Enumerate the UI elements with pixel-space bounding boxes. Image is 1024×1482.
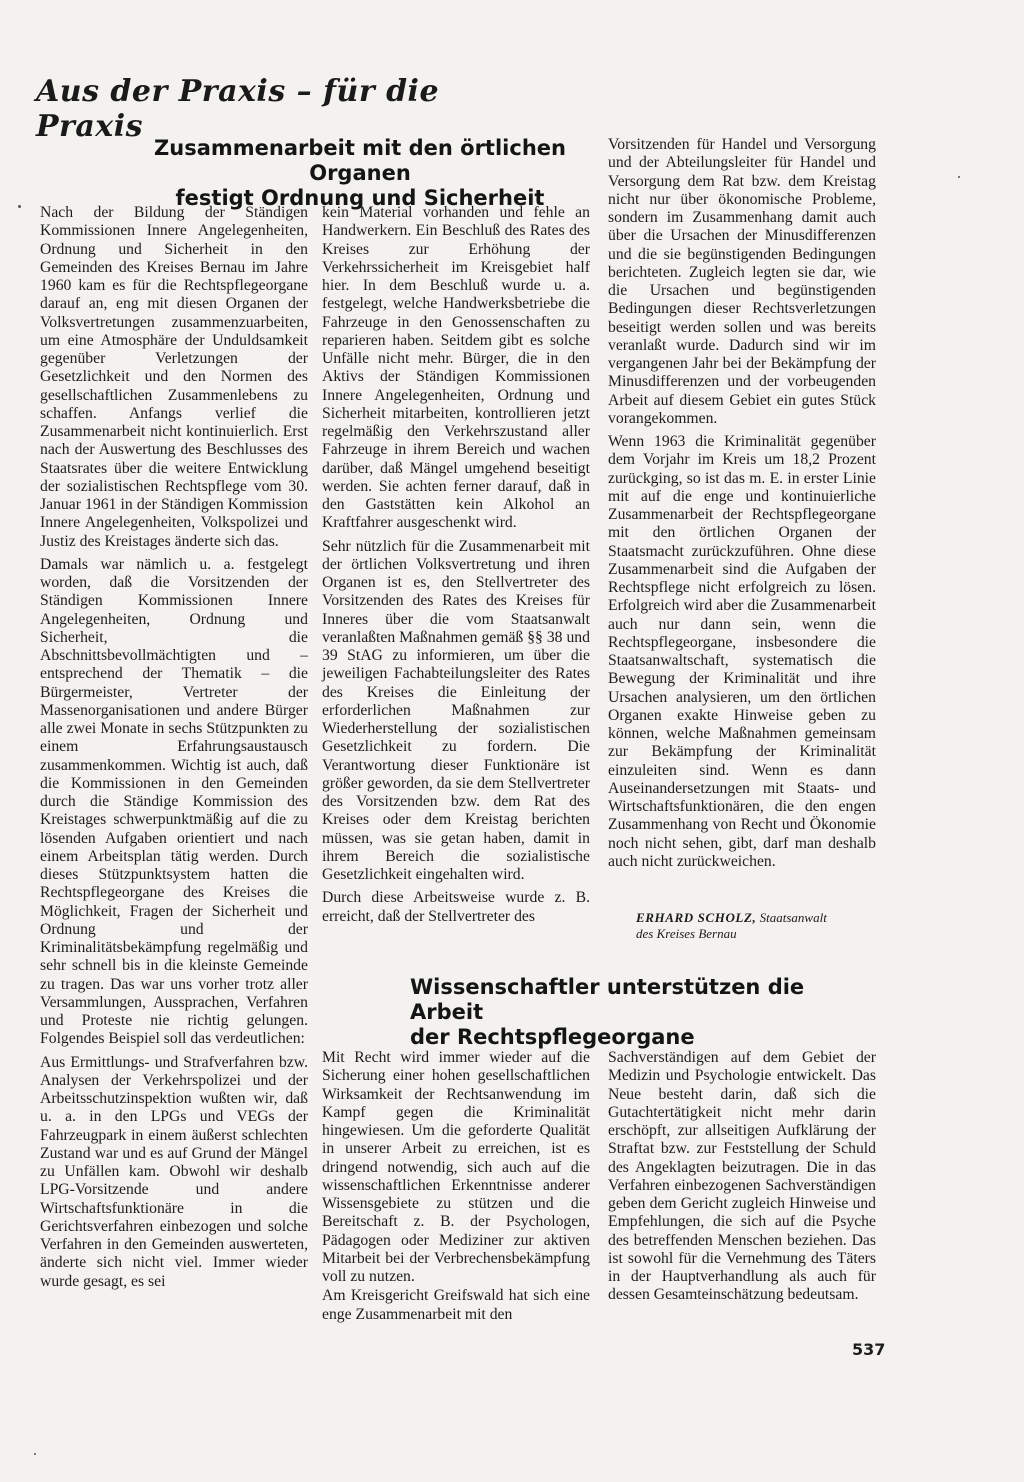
article2-paragraph: Mit Recht wird immer wieder auf die Sicherung einer hohen gesellschaftlichen Wirksamkeit der Rechtsanwendung im Kampf gegen die Kriminalität hingewiesen. Um die geforderte Qualität in unserer Arbeit zu erreichen, ist es dringend notwendig, sich auch auf die wissenschaftlichen Erkenntnisse anderer Wissensgebiete zu stützen und die Bereitschaft z. B. der Psychologen, Pädagogen oder Mediziner zur aktiven Mitarbeit bei der Verbrechensbekämpfung voll zu nutzen.: [322, 1049, 590, 1285]
article2-headline-line2: der Rechtspflegeorgane: [410, 1025, 695, 1049]
article1-headline-line1: Zusammenarbeit mit den örtlichen Organen: [154, 136, 566, 185]
scan-speck: [34, 1453, 36, 1455]
article2-column-2: [608, 1049, 876, 1305]
page-number: 537: [852, 1340, 886, 1359]
article1-headline: [110, 136, 610, 211]
article1-column-2: [322, 204, 590, 926]
article1-paragraph: Durch diese Arbeitsweise wurde z. B. erreicht, daß der Stellvertreter des: [322, 889, 590, 925]
article2-paragraph: Sachverständigen auf dem Gebiet der Medizin und Psychologie entwickelt. Das Neue besteht darin, daß sich die Gutachtertätigkeit nicht mehr darin erschöpft, zur allseitigen Aufklärung der Straftat bzw. zur Feststellung der Schuld des Angeklagten beizutragen. Die in das Verfahren einbezogenen Sachverständigen geben dem Gericht zugleich Hinweise und Empfehlungen, die sich auf die Psyche des betreffenden Menschen beziehen. Das ist sowohl für die Vernehmung des Täters in der Hauptverhandlung als auch für dessen Gesamteinschätzung bedeutsam.: [608, 1049, 876, 1304]
scan-speck: [958, 176, 960, 178]
article1-column-1: [40, 204, 308, 1291]
article1-paragraph: Damals war nämlich u. a. festgelegt worden, daß die Vorsitzenden der Ständigen Kommissionen Innere Angelegenheiten, Ordnung und Sicherheit, die Abschnittsbevollmächtigten und – entsprechend der Thematik – die Bürgermeister, Vertreter der Massenorganisationen und andere Bürger alle zwei Monate in sechs Stützpunkten zu einem Erfahrungsaustausch zusammenkommen. Wichtig ist auch, daß die Kommissionen in den Gemeinden durch die Ständige Kommission des Kreistages schwerpunktmäßig auf die zu lösenden Aufgaben orientiert und nach einem Arbeitsplan tätig werden. Durch dieses Stützpunktsystem hatten die Rechtspflegeorgane des Kreises die Möglichkeit, Fragen der Sicherheit und Ordnung und der Kriminalitätsbekämpfung regelmäßig und sehr schnell bis in die kleinste Gemeinde zu tragen. Das war uns vorher trotz aller Versammlungen, Aussprachen, Verfahren und Proteste nie richtig gelungen. Folgendes Beispiel soll das verdeutlichen:: [40, 555, 308, 1048]
author-place: des Kreises Bernau: [636, 926, 737, 941]
article1-paragraph: Vorsitzenden für Handel und Versorgung und der Abteilungsleiter für Handel und Versorgung dem Rat bzw. dem Kreistag nicht nur über ökonomische Probleme, sondern im Zusammenhang damit auch über die Ursachen der Minusdifferenzen und die sie begünstigenden Bedingungen berichteten. Zugleich legten sie dar, wie die Ursachen und begünstigenden Bedingungen dieser Rechtsverletzungen beseitigt werden sollen und was bereits veranlaßt wurde. Dadurch sind wir im vergangenen Jahr bei der Bekämpfung der Minusdifferenzen und der vorbeugenden Arbeit auf diesem Gebiet ein gutes Stück vorangekommen.: [608, 136, 876, 427]
article2-headline-line1: Wissenschaftler unterstützen die Arbeit: [410, 975, 805, 1024]
scan-speck: [18, 205, 21, 208]
article1-paragraph: Wenn 1963 die Kriminalität gegenüber dem Vorjahr im Kreis um 18,2 Prozent zurückging, so ist das m. E. in erster Linie mit auf die enge und kontinuierliche Zusammenarbeit der Rechtspflegeorgane mit den örtlichen Organen der Staatsmacht zurückzuführen. Ohne diese Zusammenarbeit sind die Aufgaben der Rechtspflege nicht erfolgreich zu lösen. Erfolgreich wird aber die Zusammenarbeit auch nur dann sein, wenn die Rechtspflegeorgane, insbesondere die Staatsanwaltschaft, systematisch die Bewegung der Kriminalität und ihre Ursachen analysieren, um den örtlichen Organen exakte Hinweise geben zu können, welche Maßnahmen gemeinsam zur Bekämpfung der Kriminalität einzuleiten sind. Wenn es dann Auseinandersetzungen mit Staats- und Wirtschaftsfunktionären, die den engen Zusammenhang von Recht und Ökonomie noch nicht sehen, gibt, darf man deshalb auch nicht zurückweichen.: [608, 433, 876, 870]
article2-headline: [410, 975, 830, 1050]
author-name: ERHARD SCHOLZ,: [636, 910, 757, 925]
article2-paragraph: Am Kreisgericht Greifswald hat sich eine enge Zusammenarbeit mit den: [322, 1287, 590, 1323]
article1-paragraph: Nach der Bildung der Ständigen Kommissionen Innere Angelegenheiten, Ordnung und Sicherheit in den Gemeinden des Kreises Bernau im Jahre 1960 kam es für die Rechtspflegeorgane darauf an, eng mit diesen Organen der Volksvertretungen zusammenzuarbeiten, um eine Atmosphäre der Unduldsamkeit gegenüber Verletzungen der Gesetzlichkeit und den Normen des gesellschaftlichen Zusammenlebens zu schaffen. Anfangs verlief die Zusammenarbeit nicht kontinuierlich. Erst nach der Auswertung des Beschlusses des Staatsrates über die weitere Entwicklung der sozialistischen Rechtspflege vom 30. Januar 1961 in der Ständigen Kommission Innere Angelegenheiten, Volkspolizei und Justiz des Kreistages änderte sich das.: [40, 204, 308, 550]
article1-paragraph: kein Material vorhanden und fehle an Handwerkern. Ein Beschluß des Rates des Kreises zur Erhöhung der Verkehrssicherheit im Kreisgebiet half hier. In dem Beschluß wurde u. a. festgelegt, welche Handwerksbetriebe die Fahrzeuge in den Genossenschaften zu reparieren haben. Seitdem gibt es solche Unfälle nicht mehr. Bürger, die in den Aktivs der Ständigen Kommissionen Innere Angelegenheiten, Ordnung und Sicherheit mitarbeiten, kontrollieren jetzt regelmäßig den Verkehrszustand aller Fahrzeuge in ihrem Bereich und wachen darüber, daß Mängel umgehend beseitigt werden. Sie achten ferner darauf, daß in den Gaststätten kein Alkohol an Kraftfahrer ausgeschenkt wird.: [322, 204, 590, 532]
article2-column-1: [322, 1049, 590, 1324]
article1-column-3: [608, 136, 876, 871]
section-rubric: Aus der Praxis – für die Praxis: [36, 74, 440, 144]
article1-paragraph: Aus Ermittlungs- und Strafverfahren bzw. Analysen der Verkehrspolizei und der Arbeitsschutzinspektion wußten wir, daß u. a. in den LPGs und VEGs der Fahrzeugpark in einem äußerst schlechten Zustand war und es auf Grund der Mängel zu Unfällen kam. Obwohl wir deshalb LPG-Vorsitzende und andere Wirtschaftsfunktionäre in die Gerichtsverfahren einbezogen und solche Verfahren in den Gemeinden auswerteten, änderte sich nicht viel. Immer wieder wurde gesagt, es sei: [40, 1053, 308, 1290]
author-byline: [636, 910, 876, 942]
author-role: Staatsanwalt: [759, 910, 827, 925]
article1-paragraph: Sehr nützlich für die Zusammenarbeit mit der örtlichen Volksvertretung und ihren Organen ist es, den Stellvertreter des Vorsitzenden des Rates des Kreises für Inneres über die vom Staatsanwalt veranlaßten Maßnahmen gemäß §§ 38 und 39 StAG zu informieren, um über die jeweiligen Fachabteilungsleiter des Rates des Kreises die Einleitung der erforderlichen Maßnahmen zur Wiederherstellung der sozialistischen Gesetzlichkeit zu fordern. Die Verantwortung dieser Funktionäre ist größer geworden, da sie dem Stellvertreter des Vorsitzenden bzw. dem Rat des Kreises oder dem Kreistag berichten müssen, was sie getan haben, damit in ihrem Bereich die sozialistische Gesetzlichkeit eingehalten wird.: [322, 537, 590, 883]
article1-headline-line2: festigt Ordnung und Sicherheit: [175, 186, 545, 210]
